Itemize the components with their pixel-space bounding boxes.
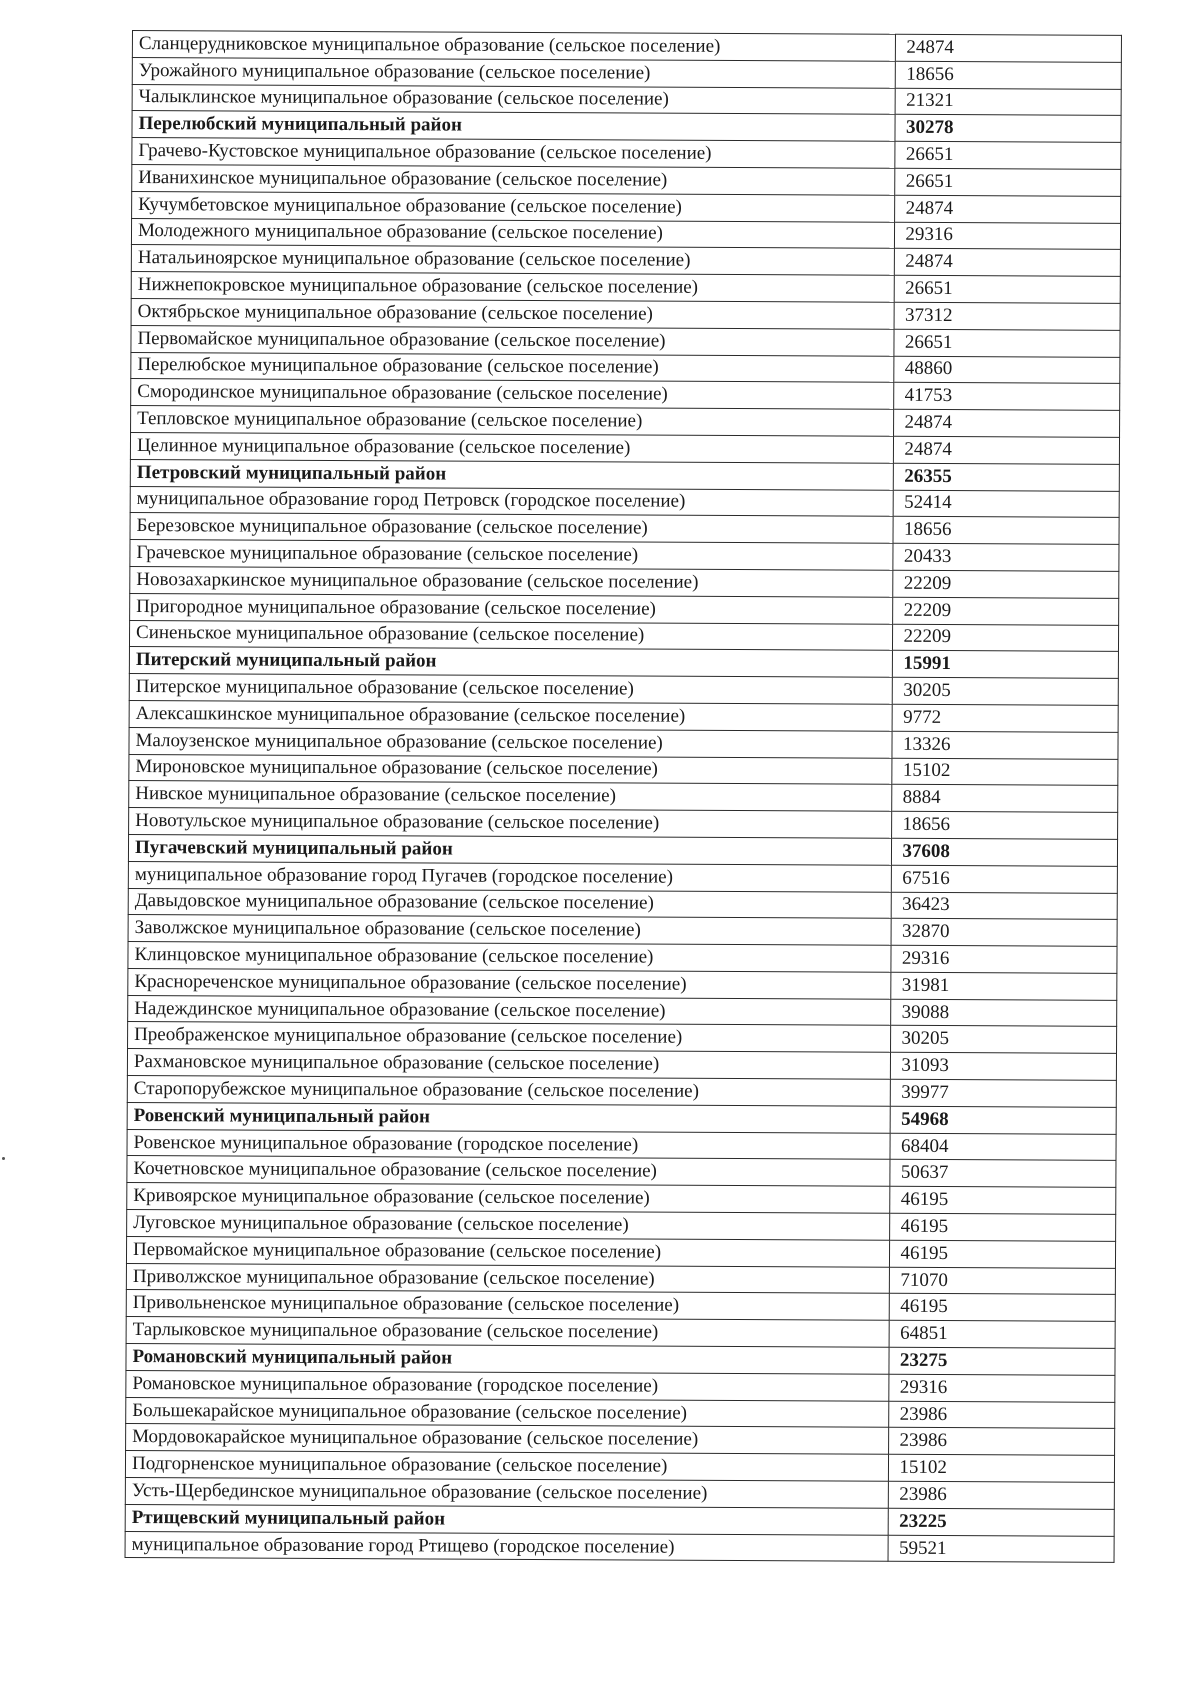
municipality-name-cell: Нивское муниципальное образование (сельское поселение) <box>129 781 893 812</box>
value-cell: 67516 <box>892 865 1118 893</box>
district-name-cell: Ровенский муниципальный район <box>127 1102 891 1133</box>
district-name-cell: Романовский муниципальный район <box>126 1344 890 1375</box>
municipality-name-cell: Мироновское муниципальное образование (сельское поселение) <box>129 754 893 785</box>
value-cell: 23986 <box>889 1401 1115 1429</box>
district-value-cell: 23225 <box>889 1508 1115 1536</box>
district-name-cell: Питерский муниципальный район <box>129 647 893 678</box>
value-cell: 18656 <box>896 61 1122 89</box>
municipality-name-cell: Кучумбетовское муниципальное образование (сельское поселение) <box>132 191 896 222</box>
district-name-cell: Пугачевский муниципальный район <box>128 834 892 865</box>
municipality-name-cell: Алексашкинское муниципальное образование (сельское поселение) <box>129 700 893 731</box>
district-name-cell: Перелюбский муниципальный район <box>132 111 896 142</box>
value-cell: 26651 <box>895 168 1121 196</box>
value-cell: 24874 <box>895 195 1121 223</box>
value-cell: 13326 <box>892 731 1118 759</box>
municipality-name-cell: Чалыклинское муниципальное образование (сельское поселение) <box>132 84 896 115</box>
value-cell: 48860 <box>894 356 1120 384</box>
municipality-name-cell: Тепловское муниципальное образование (сельское поселение) <box>131 406 895 437</box>
municipality-name-cell: Кривоярское муниципальное образование (сельское поселение) <box>127 1183 891 1214</box>
district-value-cell: 30278 <box>895 115 1121 143</box>
municipality-name-cell: Грачево-Кустовское муниципальное образование (сельское поселение) <box>132 138 896 169</box>
municipality-name-cell: Большекарайское муниципальное образование (сельское поселение) <box>126 1397 890 1428</box>
municipality-name-cell: Березовское муниципальное образование (сельское поселение) <box>130 513 894 544</box>
value-cell: 18656 <box>892 811 1118 839</box>
district-value-cell: 26355 <box>894 463 1120 491</box>
municipality-name-cell: Нижнепокровское муниципальное образование (сельское поселение) <box>131 272 895 303</box>
value-cell: 8884 <box>892 785 1118 813</box>
municipality-name-cell: Натальиноярское муниципальное образование (сельское поселение) <box>131 245 895 276</box>
value-cell: 46195 <box>890 1240 1116 1268</box>
municipality-name-cell: Урожайного муниципальное образование (сельское поселение) <box>132 57 896 88</box>
municipality-name-cell: Грачевское муниципальное образование (сельское поселение) <box>130 540 894 571</box>
municipality-name-cell: Октябрьское муниципальное образование (сельское поселение) <box>131 298 895 329</box>
value-cell: 26651 <box>895 275 1121 303</box>
value-cell: 22209 <box>893 624 1119 652</box>
value-cell: 29316 <box>891 945 1117 973</box>
municipality-name-cell: Приволжское муниципальное образование (сельское поселение) <box>126 1263 890 1294</box>
value-cell: 50637 <box>890 1160 1116 1188</box>
value-cell: 24874 <box>894 409 1120 437</box>
municipality-name-cell: Смородинское муниципальное образование (сельское поселение) <box>131 379 895 410</box>
value-cell: 9772 <box>893 704 1119 732</box>
value-cell: 30205 <box>893 677 1119 705</box>
table-row <box>125 1531 1114 1563</box>
district-value-cell: 54968 <box>891 1106 1117 1134</box>
municipality-name-cell: Первомайское муниципальное образование (сельское поселение) <box>126 1236 890 1267</box>
value-cell: 18656 <box>893 517 1119 545</box>
value-cell: 29316 <box>889 1374 1115 1402</box>
value-cell: 22209 <box>893 570 1119 598</box>
municipality-name-cell: Целинное муниципальное образование (сельское поселение) <box>130 432 894 463</box>
municipality-name-cell: Преображенское муниципальное образование (сельское поселение) <box>128 1022 892 1053</box>
district-name-cell: Ртищевский муниципальный район <box>125 1504 889 1535</box>
value-cell: 46195 <box>890 1213 1116 1241</box>
municipality-name-cell: муниципальное образование город Ртищево (городское поселение) <box>125 1531 889 1562</box>
municipality-name-cell: Иванихинское муниципальное образование (сельское поселение) <box>132 164 896 195</box>
value-cell: 24874 <box>895 249 1121 277</box>
district-value-cell: 37608 <box>892 838 1118 866</box>
value-cell: 26651 <box>895 141 1121 169</box>
municipality-name-cell: Заволжское муниципальное образование (сельское поселение) <box>128 915 892 946</box>
municipality-name-cell: Сланцерудниковское муниципальное образование (сельское поселение) <box>132 31 896 62</box>
municipality-name-cell: Клинцовское муниципальное образование (сельское поселение) <box>128 942 892 973</box>
municipality-name-cell: Луговское муниципальное образование (сельское поселение) <box>127 1210 891 1241</box>
municipality-name-cell: Питерское муниципальное образование (сельское поселение) <box>129 674 893 705</box>
municipality-name-cell: Синеньское муниципальное образование (сельское поселение) <box>129 620 893 651</box>
value-cell: 31093 <box>891 1053 1117 1081</box>
value-cell: 15102 <box>892 758 1118 786</box>
district-value-cell: 15991 <box>893 651 1119 679</box>
value-cell: 68404 <box>890 1133 1116 1161</box>
municipality-name-cell: Старопорубежское муниципальное образование (сельское поселение) <box>127 1076 891 1107</box>
municipality-name-cell: Надеждинское муниципальное образование (сельское поселение) <box>128 995 892 1026</box>
municipality-name-cell: Краснореченское муниципальное образование (сельское поселение) <box>128 968 892 999</box>
value-cell: 29316 <box>895 222 1121 250</box>
municipality-name-cell: Давыдовское муниципальное образование (сельское поселение) <box>128 888 892 919</box>
value-cell: 39977 <box>891 1079 1117 1107</box>
value-cell: 30205 <box>891 1026 1117 1054</box>
municipality-name-cell: Пригородное муниципальное образование (сельское поселение) <box>130 593 894 624</box>
value-cell: 46195 <box>890 1294 1116 1322</box>
municipality-name-cell: Подгорненское муниципальное образование (сельское поселение) <box>125 1451 889 1482</box>
value-cell: 36423 <box>892 892 1118 920</box>
value-cell: 22209 <box>893 597 1119 625</box>
scan-mark <box>2 1157 5 1160</box>
value-cell: 31981 <box>891 972 1117 1000</box>
municipality-name-cell: Мордовокарайское муниципальное образование (сельское поселение) <box>126 1424 890 1455</box>
value-cell: 24874 <box>896 34 1122 62</box>
value-cell: 37312 <box>895 302 1121 330</box>
municipality-name-cell: Первомайское муниципальное образование (сельское поселение) <box>131 325 895 356</box>
data-table <box>125 30 1122 1563</box>
municipality-name-cell: Рахмановское муниципальное образование (сельское поселение) <box>127 1049 891 1080</box>
municipality-name-cell: Молодежного муниципальное образование (сельское поселение) <box>131 218 895 249</box>
municipality-name-cell: муниципальное образование город Петровск (городское поселение) <box>130 486 894 517</box>
value-cell: 39088 <box>891 999 1117 1027</box>
value-cell: 26651 <box>894 329 1120 357</box>
municipality-name-cell: Усть-Щербединское муниципальное образование (сельское поселение) <box>125 1478 889 1509</box>
value-cell: 41753 <box>894 383 1120 411</box>
value-cell: 15102 <box>889 1454 1115 1482</box>
municipality-name-cell: Привольненское муниципальное образование (сельское поселение) <box>126 1290 890 1321</box>
municipality-name-cell: Ровенское муниципальное образование (городское поселение) <box>127 1129 891 1160</box>
municipality-name-cell: Малоузенское муниципальное образование (сельское поселение) <box>129 727 893 758</box>
table-body <box>125 31 1121 1563</box>
municipality-name-cell: Романовское муниципальное образование (городское поселение) <box>126 1370 890 1401</box>
value-cell: 64851 <box>890 1320 1116 1348</box>
value-cell: 20433 <box>893 543 1119 571</box>
value-cell: 52414 <box>894 490 1120 518</box>
value-cell: 21321 <box>896 88 1122 116</box>
value-cell: 23986 <box>889 1428 1115 1456</box>
value-cell: 46195 <box>890 1186 1116 1214</box>
municipality-name-cell: Тарлыковское муниципальное образование (сельское поселение) <box>126 1317 890 1348</box>
municipality-name-cell: Кочетновское муниципальное образование (сельское поселение) <box>127 1156 891 1187</box>
value-cell: 59521 <box>888 1535 1114 1563</box>
district-name-cell: Петровский муниципальный район <box>130 459 894 490</box>
value-cell: 24874 <box>894 436 1120 464</box>
district-value-cell: 23275 <box>889 1347 1115 1375</box>
value-cell: 32870 <box>891 919 1117 947</box>
municipality-name-cell: Новотульское муниципальное образование (сельское поселение) <box>129 808 893 839</box>
municipality-name-cell: муниципальное образование город Пугачев (городское поселение) <box>128 861 892 892</box>
municipality-name-cell: Новозахаркинское муниципальное образование (сельское поселение) <box>130 566 894 597</box>
value-cell: 23986 <box>889 1481 1115 1509</box>
value-cell: 71070 <box>890 1267 1116 1295</box>
municipality-name-cell: Перелюбское муниципальное образование (сельское поселение) <box>131 352 895 383</box>
